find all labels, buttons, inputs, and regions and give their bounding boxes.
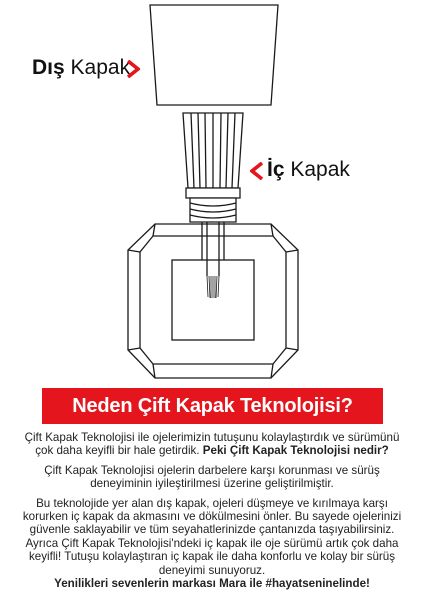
outer-cap-label-rest: Kapak [70, 56, 131, 79]
paragraph-intro [22, 431, 402, 458]
paragraph-intro-text: Çift Kapak Teknolojisi ile ojelerimizin tutuşunu kolaylaştırdık ve sürümünü çok daha keyifli bir hale getirdik. [24, 431, 400, 458]
bottle-outer [128, 224, 298, 378]
inner-cap-label-bold: İç [267, 158, 285, 181]
paragraph-application: Ayrıca Çift Kapak Teknolojisi'ndeki iç kapak ile oje sürümü artık çok daha keyifli! Tutuşu kolaylaştıran iç kapak ile daha konforlu ve kolay bir sürüş deneyimi sunuyoruz. [25, 536, 399, 577]
chevron-left-icon [250, 162, 264, 180]
outer-cap-shape [150, 5, 278, 105]
paragraph-brand-slogan: Yenilikleri sevenlerin markası Mara ile #hayatseninelinde! [54, 577, 370, 591]
paragraph-outer-inner-cap: Bu teknolojide yer alan dış kapak, ojeleri düşmeye ve kırılmaya karşı korurken iç kapak da akmasını ve dökülmesini önler. Bu sayede ojelerinizi güvenle saklayabilir ve tüm seyahatlerinizde çantanızda taşıyabilirsiniz. [22, 496, 402, 537]
outer-cap-label-bold: Dış [32, 56, 65, 79]
paragraph-intro-question: Peki Çift Kapak Teknolojisi nedir? [202, 444, 389, 458]
section-title-banner [42, 388, 383, 424]
description-text [22, 431, 402, 596]
inner-cap-label-rest: Kapak [290, 158, 350, 181]
paragraph-definition: Çift Kapak Teknolojisi ojelerin darbelere karşı korunması ve sürüş deneyiminin iyileştirilmesi üzerine geliştirilmiştir. [44, 463, 380, 491]
inner-cap-label [267, 158, 350, 182]
section-title: Neden Çift Kapak Teknolojisi? [72, 394, 353, 417]
outer-cap-label [32, 56, 130, 80]
chevron-right-icon [126, 60, 140, 78]
